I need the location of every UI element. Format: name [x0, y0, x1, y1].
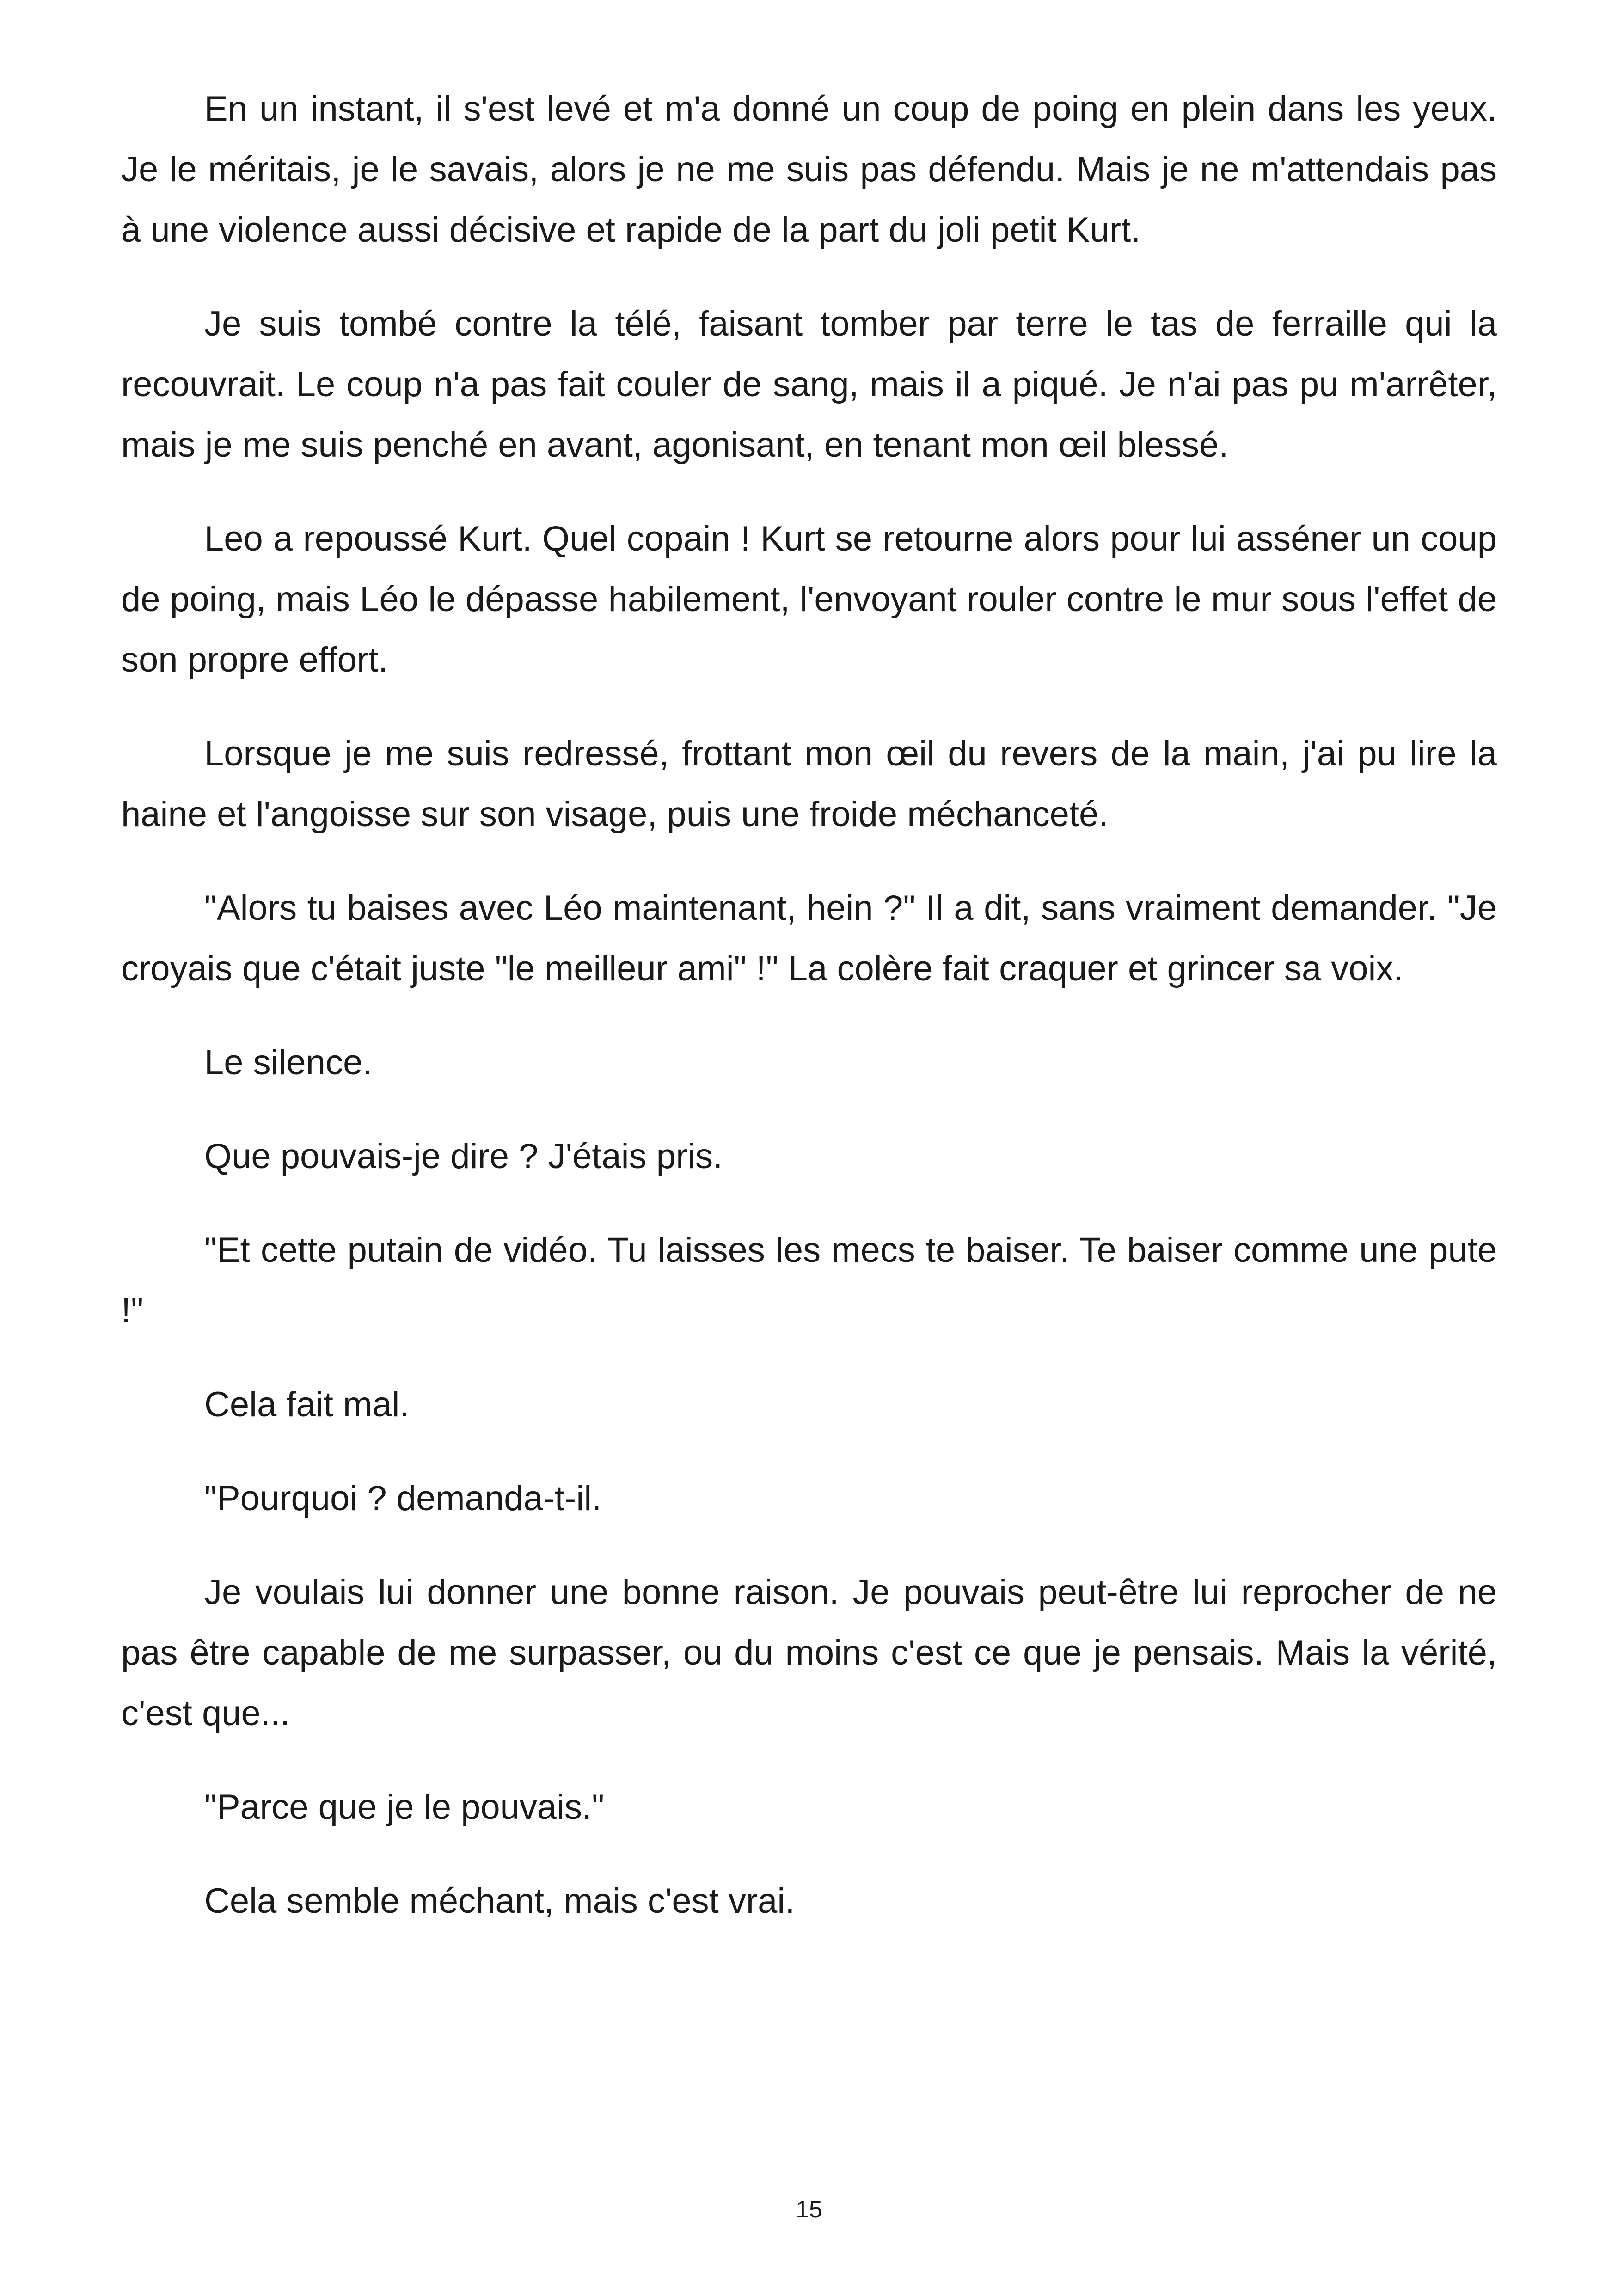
paragraph-8: "Et cette putain de vidéo. Tu laisses les mecs te baiser. Te baiser comme une pute !" [121, 1231, 1497, 1330]
paragraph-11: Je voulais lui donner une bonne raison. Je pouvais peut-être lui reprocher de ne pas être capable de me surpasser, ou du moins c'est ce que je pensais. Mais la vérité, c'est que... [121, 1573, 1497, 1733]
paragraph-3: Leo a repoussé Kurt. Quel copain ! Kurt se retourne alors pour lui asséner un coup de poing, mais Léo le dépasse habilement, l'envoyant rouler contre le mur sous l'effet de son propre effort. [121, 519, 1497, 680]
page-text [121, 79, 1497, 1965]
paragraph-10: "Pourquoi ? demanda-t-il. [204, 1479, 602, 1518]
paragraph-5: "Alors tu baises avec Léo maintenant, hein ?" Il a dit, sans vraiment demander. "Je croyais que c'était juste "le meilleur ami" !" La colère fait craquer et grincer sa voix. [121, 888, 1497, 988]
paragraph-6: Le silence. [204, 1043, 373, 1082]
paragraph-7: Que pouvais-je dire ? J'étais pris. [204, 1137, 723, 1176]
paragraph-9: Cela fait mal. [204, 1385, 410, 1424]
paragraph-2: Je suis tombé contre la télé, faisant tomber par terre le tas de ferraille qui la recouvrait. Le coup n'a pas fait couler de sang, mais il a piqué. Je n'ai pas pu m'arrêter, mais je me suis penché en avant, agonisant, en tenant mon œil blessé. [121, 304, 1497, 465]
page-number: 15 [796, 2196, 822, 2223]
paragraph-12: "Parce que je le pouvais." [204, 1788, 605, 1827]
paragraph-13: Cela semble méchant, mais c'est vrai. [204, 1881, 795, 1921]
paragraph-4: Lorsque je me suis redressé, frottant mon œil du revers de la main, j'ai pu lire la haine et l'angoisse sur son visage, puis une froide méchanceté. [121, 734, 1497, 834]
paragraph-1: En un instant, il s'est levé et m'a donné un coup de poing en plein dans les yeux. Je le méritais, je le savais, alors je ne me suis pas défendu. Mais je ne m'attendais pas à une violence aussi décisive et rapide de la part du joli petit Kurt. [121, 89, 1497, 250]
